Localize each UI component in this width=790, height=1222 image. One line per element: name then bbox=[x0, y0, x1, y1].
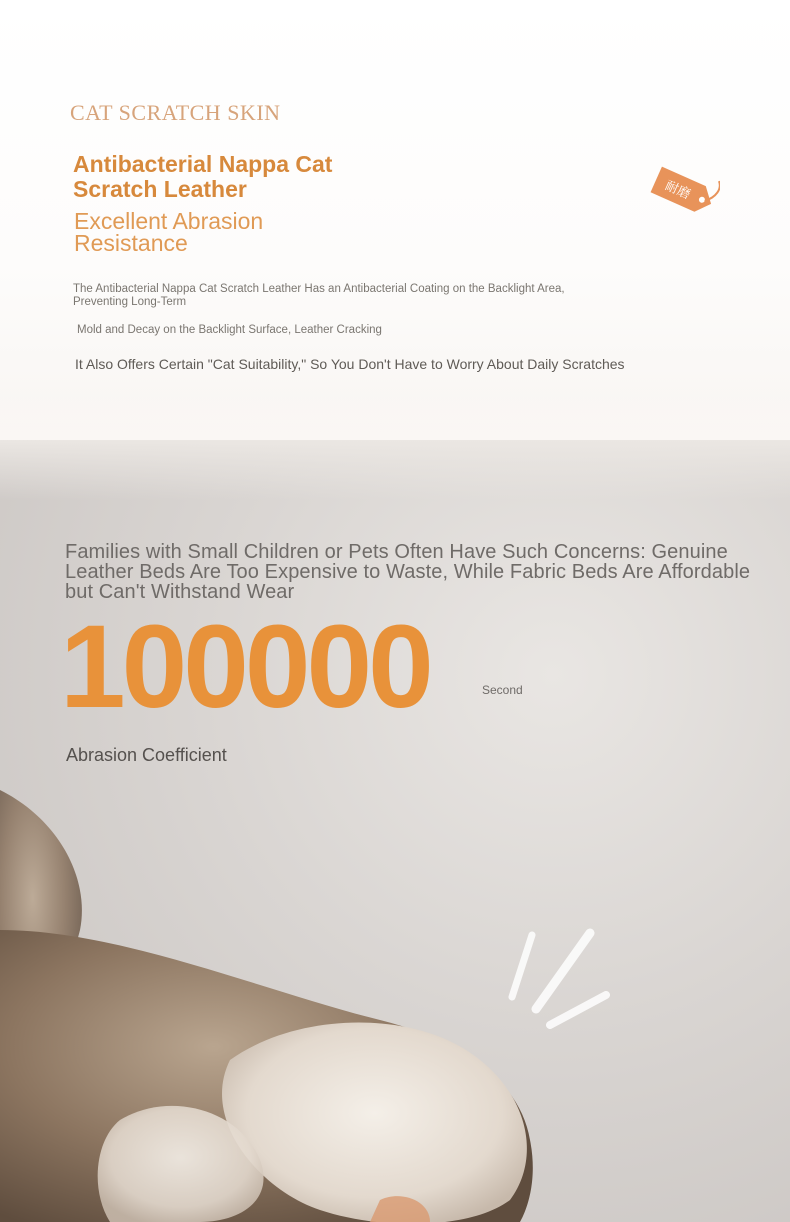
scratch-marks-icon bbox=[500, 925, 620, 1035]
background-shade bbox=[0, 440, 790, 500]
product-title: Antibacterial Nappa Cat Scratch Leather bbox=[73, 151, 333, 202]
abrasion-number: 100000 bbox=[60, 601, 430, 733]
description-line-3: It Also Offers Certain "Cat Suitability," So You Don't Have to Worry About Daily Scratches bbox=[75, 356, 625, 372]
tag-text: 耐磨 bbox=[662, 178, 693, 203]
price-tag-icon bbox=[640, 158, 720, 222]
description-line-1: The Antibacterial Nappa Cat Scratch Leather Has an Antibacterial Coating on the Backlight Area, Preventing Long-Term bbox=[73, 283, 565, 308]
section-kicker: CAT SCRATCH SKIN bbox=[70, 100, 281, 125]
product-subtitle: Excellent Abrasion Resistance bbox=[74, 208, 264, 256]
top-fade bbox=[0, 380, 790, 440]
abrasion-unit: Second bbox=[482, 683, 523, 697]
abrasion-caption: Abrasion Coefficient bbox=[66, 745, 227, 765]
description-line-2: Mold and Decay on the Backlight Surface, Leather Cracking bbox=[77, 324, 382, 336]
feature-headline: Families with Small Children or Pets Often Have Such Concerns: Genuine Leather Beds Are Too Expensive to Waste, While Fabric Beds Are Affordable but Can't Withstand Wear bbox=[65, 541, 751, 603]
